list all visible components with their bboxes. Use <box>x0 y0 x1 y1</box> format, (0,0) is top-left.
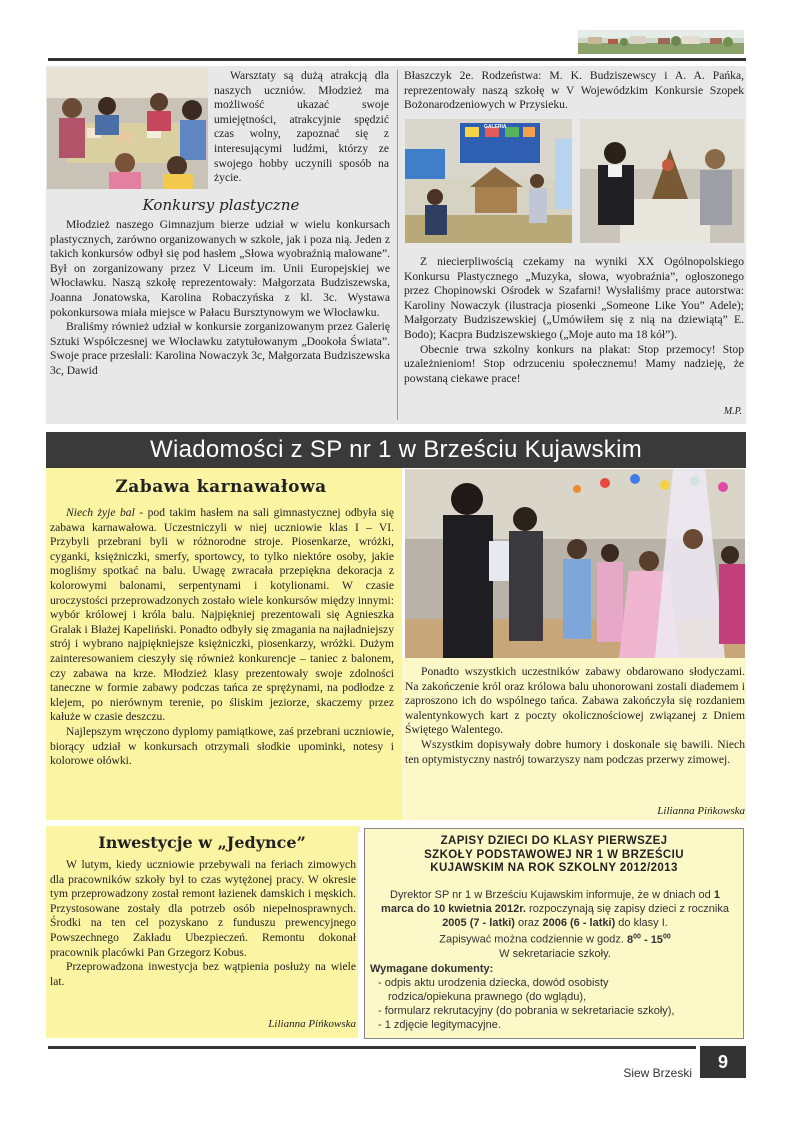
konkursy-right-text <box>404 255 744 386</box>
enrollment-title-line-1: ZAPISY DZIECI DO KLASY PIERWSZEJ <box>440 835 668 847</box>
required-document-3: - 1 zdjęcie legitymacyjne. <box>378 1019 501 1031</box>
required-documents-title: Wymagane dokumenty: <box>370 963 494 975</box>
required-documents <box>370 962 738 1032</box>
carnival-ball-photo <box>405 469 745 658</box>
magazine-name: Siew Brzeski <box>623 1066 692 1080</box>
enrollment-intro-a: Dyrektor SP nr 1 w Brześciu Kujawskim informuje, że w dniach od <box>390 889 714 901</box>
enrollment-office: W sekretariacie szkoły. <box>499 947 611 960</box>
sp1-news-banner: Wiadomości z SP nr 1 w Brześciu Kujawskim <box>46 432 746 468</box>
investments-paragraph-1: W lutym, kiedy uczniowie przebywali na feriach zimowych dla pracowników szkoły był to czas wytężonej pracy. W okresie tym przeprowadzony został remont łazienek damskich i męskich. Przystosowane zostały dla potrzeb osób niepełnosprawnych. Środki na ten cel pozyskano z funduszu prewencyjnego Powszechnego Zakładu Ubezpieczeń. Remontu dokonał pracownik placówki Pan Grzegorz Kobus. <box>50 858 356 959</box>
enrollment-intro <box>374 888 736 930</box>
enrollment-hours-end: 15 <box>650 933 663 946</box>
enrollment-hours-end-sup: 00 <box>662 933 671 940</box>
carnival-paragraph-2: Najlepszym wręczono dyplomy pamiątkowe, zaś przebrani uczniowie, biorący udział w konkursach otrzymali słodkie upominki, notesy i kolorowe ołówki. <box>50 724 394 768</box>
nativity-scene-photo <box>580 119 744 243</box>
page-number: 9 <box>700 1046 746 1078</box>
gallery-classroom-photo <box>405 119 572 243</box>
workshop-intro-text: Warsztaty są dużą atrakcją dla naszych uczniów. Młodzież ma możliwość ukazać swoje umiejętności, atrakcyjnie spędzić czas wolny, zapoznać się z interesującymi ludźmi, którzy ze swojego hobby uczynili sposób na życie. <box>214 69 389 185</box>
enrollment-info <box>374 888 736 961</box>
carnival-right-paragraph-1: Ponadto wszystkich uczestników zabawy obdarowano słodyczami. Na zakończenie król oraz królowa balu uhonorowani zostali diademem i zaproszono ich do wspólnego tańca. Zabawa zakończyła się rozdaniem walentynkowych kart z poczty okolicznościowej związanej z Dniem Świętego Walentego. <box>405 665 745 737</box>
investments-heading: Inwestycje w „Jedynce” <box>98 833 306 852</box>
top-section-signature: M.P. <box>723 406 742 417</box>
required-document-2: - formularz rekrutacyjny (do pobrania w sekretariacie szkoły), <box>378 1005 675 1017</box>
top-section-divider <box>397 70 398 420</box>
konkursy-right-continuation: Błaszczyk 2e. Rodzeństwa: M. K. Budziszewscy i A. A. Pańka, reprezentowały naszą szkołę w V Wojewódzkim Konkursie Szopek Bożonarodzeniowych w Przysieku. <box>404 69 744 112</box>
carnival-right-paragraph-2: Wszystkim dopisywały dobre humory i doskonale się bawili. Niech ten optymistyczny nastrój towarzyszy nam podczas przerwy zimowej. <box>405 737 745 766</box>
carnival-signature: Lilianna Pińkowska <box>657 805 745 817</box>
enrollment-intro-b: rozpoczynają się zapisy dzieci z rocznika <box>525 903 729 915</box>
konkursy-right-paragraph-1: Z niecierpliwością czekamy na wyniki XX Ogólnopolskiego Konkursu Plastycznego „Muzyka, słowa, wyobraźnia”, ogłoszonego przez Chopinowski Ośrodek w Szafarni! Wysłaliśmy prace autorstwa: Karoliny Nowaczyk (ilustracja piosenki „Someone Like You” Adele); Małgorzaty Budziszewskiej („Umówiłem się z nią na dziewiątą” E. Bodo); Kacpra Budziszewskiego („Moje auto ma 18 kół”). <box>404 255 744 341</box>
enrollment-hours-start-sup: 00 <box>633 933 641 940</box>
required-document-1: - odpis aktu urodzenia dziecka, dowód osobisty <box>378 977 609 989</box>
header-landscape-photo <box>578 30 744 54</box>
header-rule <box>48 58 746 61</box>
carnival-lead-phrase: Niech żyje bal <box>66 506 135 519</box>
enrollment-dates: 1 marca do 10 kwietnia 2012r. <box>381 889 720 915</box>
enrollment-year-2005: 2005 (7 - latki) <box>442 917 515 929</box>
required-document-1-cont: rodzica/opiekuna prawnego (do wglądu), <box>388 991 587 1003</box>
konkursy-text <box>50 218 390 379</box>
enrollment-hours-prefix: Zapisywać można codziennie w godz. <box>439 933 627 946</box>
gallery-label: GALERIA <box>484 124 507 130</box>
carnival-text-right <box>405 665 745 767</box>
investments-signature: Lilianna Pińkowska <box>268 1018 356 1030</box>
konkursy-paragraph-2: Braliśmy również udział w konkursie zorganizowanym przez Galerię Sztuki Współczesnej we Włocławku zatytułowanym „Dookoła Świata”. Swoje prace przesłali: Karolina Nowaczyk 3c, Małgorzata Budziszewska 3c, Dawid <box>50 320 390 377</box>
konkursy-heading: Konkursy plastyczne <box>142 196 300 214</box>
enrollment-hours-start: 8 <box>626 933 634 946</box>
footer-rule <box>48 1046 696 1049</box>
konkursy-paragraph-1: Młodzież naszego Gimnazjum bierze udział w wielu konkursach plastycznych, zarówno organizowanych w szkole, jak i poza nią. Jeden z takich konkursów odbył się pod hasłem „Słowa wyobraźnią malowane”. Był on zorganizowany przez V Liceum im. Unii Europejskiej we Włocławku. Naszą szkołę reprezentowały: Małgorzata Budziszewska, Joanna Jonatowska, Karolina Robaczyńska z kl. 3c. Wystawa pokonkursowa miała miejsce w Pałacu Bursztynowym we Włocławku. <box>50 218 390 319</box>
enrollment-hours <box>374 930 736 947</box>
konkursy-right-paragraph-2: Obecnie trwa szkolny konkurs na plakat: Stop przemocy! Stop uzależnieniom! Stop odrzuceniu społecznemu! Mamy nadzieję, że powstaną ciekawe prace! <box>404 342 744 385</box>
carnival-heading: Zabawa karnawałowa <box>115 477 327 497</box>
enrollment-title <box>366 835 742 876</box>
enrollment-intro-d: do klasy I. <box>615 917 668 929</box>
enrollment-title-line-3: KUJAWSKIM NA ROK SZKOLNY 2012/2013 <box>430 862 678 874</box>
investments-top-rule <box>358 826 360 832</box>
investments-paragraph-2: Przeprowadzona inwestycja bez wątpienia posłuży na wiele lat. <box>50 960 356 988</box>
enrollment-intro-c: oraz <box>514 917 543 929</box>
carnival-paragraph-1 <box>50 506 394 725</box>
enrollment-title-line-2: SZKOŁY PODSTAWOWEJ NR 1 W BRZEŚCIU <box>424 848 684 861</box>
enrollment-year-2006: 2006 (6 - latki) <box>542 917 616 929</box>
carnival-paragraph-1-rest: - pod takim hasłem na sali gimnastycznej odbyła się zabawa karnawałowa. Uczestniczyli w niej uczniowie klas I – VI. Przybyli przebrani byli w różnorodne stroje. Piosenkarze, wróżki, cyganki, księżniczki, smerfy, sportowcy, to tylko niektóre osoby, jakie mogliśmy spotkać na balu. Uwagę zwracała przepiękna dekoracja z kolorowymi balonami, serpentynami i kotylionami. W czasie uroczystości przeprowadzonych zostało wiele konkursów między innymi: wybór królowej i króla balu. Najpiękniej prezentowali się Agnieszka Gralak i Błażej Kapeliński. Ponadto odbyły się zmagania na najładniejszy strój i wybrano najpiękniejsze księżniczki, piosenkarzy, wróżki. Dużym zainteresowaniem cieszyły się również konkurencje – taniec z balonem, czy zabawa na krze. Młodzież klasy prezentowały swoje zdolności taneczne w formie zabawy podczas tańca ze sprężynami, na podłodze z klejem, po nierównym terenie, po śliskim jeziorze, skaczemy przez kałuże w czasie deszczu. <box>50 506 394 724</box>
enrollment-hours-sep: - <box>640 933 651 946</box>
investments-text <box>50 858 356 989</box>
carnival-text-left <box>50 506 394 769</box>
workshop-photo <box>47 68 208 189</box>
